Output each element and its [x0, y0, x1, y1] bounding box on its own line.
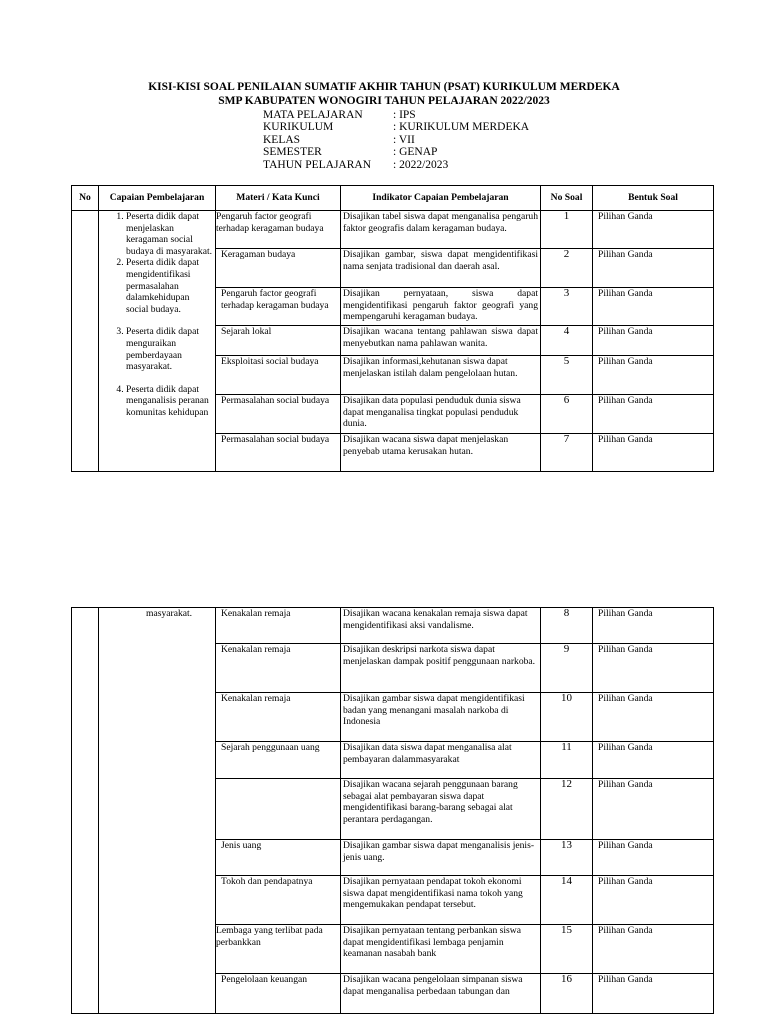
indikator-cell: Disajikan informasi,kehutanan siswa dapat menjelaskan istilah dalam pengelolaan hutan. — [341, 356, 541, 395]
header-no-soal: No Soal — [541, 186, 593, 211]
meta-value: : GENAP — [393, 146, 438, 159]
meta-key: SEMESTER — [263, 146, 322, 159]
kisi-table-page1 — [71, 185, 714, 472]
materi-cell: Permasalahan social budaya — [216, 434, 341, 472]
meta-block — [263, 109, 529, 171]
capaian-cell — [99, 608, 216, 1014]
bentuk-cell: Pilihan Ganda — [593, 434, 714, 472]
materi-cell: Keragaman budaya — [216, 249, 341, 288]
bentuk-cell: Pilihan Ganda — [593, 742, 714, 779]
document-title: KISI-KISI SOAL PENILAIAN SUMATIF AKHIR TAHUN (PSAT) KURIKULUM MERDEKA — [148, 81, 620, 93]
indikator-cell: Disajikan wacana tentang pahlawan siswa dapat menyebutkan nama pahlawan wanita. — [341, 326, 541, 356]
meta-key: MATA PELAJARAN — [263, 109, 363, 121]
bentuk-cell: Pilihan Ganda — [593, 395, 714, 434]
indikator-cell: Disajikan data siswa dapat menganalisa alat pembayaran dalammasyarakat — [341, 742, 541, 779]
indikator-cell: Disajikan data populasi penduduk dunia siswa dapat menganalisa tingkat populasi penduduk dunia. — [341, 395, 541, 434]
indikator-cell: Disajikan gambar siswa dapat menganalisis jenis-jenis uang. — [341, 840, 541, 876]
no-soal-cell: 3 — [541, 288, 593, 326]
header-bentuk: Bentuk Soal — [593, 186, 714, 211]
table-header-row — [72, 186, 714, 211]
indikator-cell: Disajikan gambar siswa dapat mengidentifikasi badan yang menangani masalah narkoba di Indonesia — [341, 693, 541, 742]
bentuk-cell: Pilihan Ganda — [593, 288, 714, 326]
meta-key: KURIKULUM — [263, 121, 334, 134]
header-capaian: Capaian Pembelajaran — [99, 186, 216, 211]
meta-row — [263, 109, 529, 121]
no-soal-cell: 15 — [541, 925, 593, 974]
indikator-cell: Disajikan pernyataan pendapat tokoh ekonomi siswa dapat mengidentifikasi nama tokoh yang mengemukakan pendapat tersebut. — [341, 876, 541, 925]
no-soal-cell: 1 — [541, 211, 593, 249]
capaian-item: 3. Peserta didik dapat menguraikan pemberdayaan masyarakat. — [126, 326, 213, 372]
no-soal-cell: 4 — [541, 326, 593, 356]
meta-value: : VII — [393, 133, 415, 146]
kisi-table-page2 — [71, 607, 714, 1014]
bentuk-cell: Pilihan Ganda — [593, 644, 714, 693]
bentuk-cell: Pilihan Ganda — [593, 779, 714, 840]
indikator-cell: Disajikan pernyataan tentang perbankan siswa dapat mengidentifikasi lembaga penjamin keamanan nasabah bank — [341, 925, 541, 974]
materi-cell: Eksploitasi social budaya — [216, 356, 341, 395]
no-cell — [72, 608, 99, 1014]
materi-cell: Sejarah lokal — [216, 326, 341, 356]
bentuk-cell: Pilihan Ganda — [593, 876, 714, 925]
indikator-cell: Disajikan wacana sejarah penggunaan barang sebagai alat pembayaran siswa dapat mengidentifikasi barang-barang sebagai alat perantara perdagangan. — [341, 779, 541, 840]
no-soal-cell: 9 — [541, 644, 593, 693]
capaian-continuation: masyarakat. — [146, 608, 193, 619]
materi-cell: Tokoh dan pendapatnya — [216, 876, 341, 925]
capaian-item: 1. Peserta didik dapat menjelaskan keragaman social budaya di masyarakat. — [126, 211, 213, 257]
materi-cell: Lembaga yang terlibat pada perbankkan — [216, 925, 341, 974]
bentuk-cell: Pilihan Ganda — [593, 693, 714, 742]
materi-cell: Sejarah penggunaan uang — [216, 742, 341, 779]
capaian-list — [101, 211, 213, 419]
bentuk-cell: Pilihan Ganda — [593, 840, 714, 876]
bentuk-cell: Pilihan Ganda — [593, 925, 714, 974]
materi-cell: Kenakalan remaja — [216, 644, 341, 693]
header-materi: Materi / Kata Kunci — [216, 186, 341, 211]
materi-cell: Permasalahan social budaya — [216, 395, 341, 434]
materi-cell: Kenakalan remaja — [216, 693, 341, 742]
indikator-cell: Disajikan gambar, siswa dapat mengidentifikasi nama senjata tradisional dan daerah asal. — [341, 249, 541, 288]
capaian-cell — [99, 211, 216, 472]
meta-value: : 2022/2023 — [393, 158, 449, 171]
meta-key: TAHUN PELAJARAN — [263, 158, 372, 171]
no-soal-cell: 14 — [541, 876, 593, 925]
meta-value: : IPS — [393, 109, 416, 121]
no-soal-cell: 5 — [541, 356, 593, 395]
no-soal-cell: 2 — [541, 249, 593, 288]
materi-cell — [216, 779, 341, 840]
indikator-cell: Disajikan pernyataan, siswa dapat mengidentifikasi pengaruh faktor geografi yang mempengaruhi keragaman budaya. — [341, 288, 541, 326]
indikator-cell: Disajikan deskripsi narkota siswa dapat menjelaskan dampak positif penggunaan narkoba. — [341, 644, 541, 693]
no-soal-cell: 8 — [541, 608, 593, 644]
meta-row — [263, 134, 529, 146]
materi-cell: Pengaruh factor geografi terhadap keragaman budaya — [216, 288, 341, 326]
capaian-item: 4. Peserta didik dapat menganalisis peranan komunitas kehidupan — [126, 384, 213, 419]
bentuk-cell: Pilihan Ganda — [593, 608, 714, 644]
bentuk-cell: Pilihan Ganda — [593, 326, 714, 356]
no-soal-cell: 10 — [541, 693, 593, 742]
bentuk-cell: Pilihan Ganda — [593, 211, 714, 249]
indikator-cell: Disajikan wacana siswa dapat menjelaskan penyebab utama kerusakan hutan. — [341, 434, 541, 472]
no-soal-cell: 7 — [541, 434, 593, 472]
indikator-cell: Disajikan wacana kenakalan remaja siswa dapat mengidentifikasi aksi vandalisme. — [341, 608, 541, 644]
materi-cell: Pengelolaan keuangan — [216, 974, 341, 1014]
table-row — [72, 608, 714, 644]
meta-value: : KURIKULUM MERDEKA — [393, 121, 530, 134]
meta-row — [263, 146, 529, 158]
meta-row — [263, 159, 529, 171]
bentuk-cell: Pilihan Ganda — [593, 974, 714, 1014]
no-cell — [72, 211, 99, 472]
meta-row — [263, 121, 529, 133]
bentuk-cell: Pilihan Ganda — [593, 356, 714, 395]
no-soal-cell: 12 — [541, 779, 593, 840]
indikator-cell: Disajikan wacana pengelolaan simpanan siswa dapat menganalisa perbedaan tabungan dan — [341, 974, 541, 1014]
no-soal-cell: 6 — [541, 395, 593, 434]
no-soal-cell: 13 — [541, 840, 593, 876]
capaian-item: 2. Peserta didik dapat mengidentifikasi permasalahan dalamkehidupan social budaya. — [126, 257, 213, 315]
no-soal-cell: 16 — [541, 974, 593, 1014]
header-no: No — [72, 186, 99, 211]
materi-cell: Kenakalan remaja — [216, 608, 341, 644]
bentuk-cell: Pilihan Ganda — [593, 249, 714, 288]
indikator-cell: Disajikan tabel siswa dapat menganalisa pengaruh faktor geografis dalam keragaman budaya. — [341, 211, 541, 249]
header-indikator: Indikator Capaian Pembelajaran — [341, 186, 541, 211]
document-subtitle: SMP KABUPATEN WONOGIRI TAHUN PELAJARAN 2022/2023 — [218, 95, 550, 107]
materi-cell: Pengaruh factor geografi terhadap keragaman budaya — [216, 211, 341, 249]
materi-cell: Jenis uang — [216, 840, 341, 876]
no-soal-cell: 11 — [541, 742, 593, 779]
meta-key: KELAS — [263, 133, 301, 146]
table-row — [72, 211, 714, 249]
